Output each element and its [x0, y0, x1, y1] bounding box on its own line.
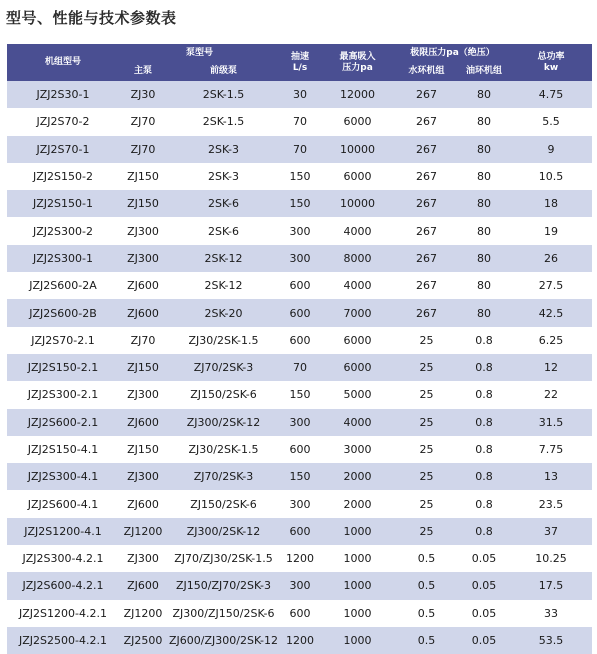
cell-water-ring: 25 — [395, 409, 458, 436]
table-row — [7, 108, 592, 135]
cell-speed: 1200 — [280, 627, 320, 654]
cell-fore-pump: ZJ30/2SK-1.5 — [167, 327, 280, 354]
cell-oil-ring: 80 — [458, 190, 510, 217]
cell-model: JZJ2S150-2.1 — [7, 354, 119, 381]
cell-power: 18 — [510, 190, 592, 217]
cell-speed: 150 — [280, 463, 320, 490]
header-power — [510, 44, 592, 81]
cell-speed: 600 — [280, 436, 320, 463]
table-row — [7, 463, 592, 490]
cell-fore-pump: ZJ150/2SK-6 — [167, 490, 280, 517]
cell-power: 13 — [510, 463, 592, 490]
cell-model: JZJ2S30-1 — [7, 81, 119, 108]
cell-oil-ring: 0.05 — [458, 627, 510, 654]
cell-model: JZJ2S70-1 — [7, 136, 119, 163]
cell-power: 33 — [510, 600, 592, 627]
table-row — [7, 490, 592, 517]
table-row — [7, 136, 592, 163]
cell-power: 27.5 — [510, 272, 592, 299]
cell-fore-pump: 2SK-1.5 — [167, 81, 280, 108]
cell-oil-ring: 0.05 — [458, 572, 510, 599]
header-main-pump: 主泵 — [119, 62, 167, 81]
cell-main-pump: ZJ150 — [119, 354, 167, 381]
cell-water-ring: 25 — [395, 436, 458, 463]
table-row — [7, 600, 592, 627]
cell-inlet-pressure: 4000 — [320, 272, 395, 299]
cell-model: JZJ2S300-1 — [7, 245, 119, 272]
table-row — [7, 272, 592, 299]
cell-water-ring: 0.5 — [395, 545, 458, 572]
header-speed — [280, 44, 320, 81]
cell-main-pump: ZJ300 — [119, 217, 167, 244]
cell-model: JZJ2S70-2 — [7, 108, 119, 135]
cell-power: 37 — [510, 518, 592, 545]
cell-main-pump: ZJ1200 — [119, 600, 167, 627]
cell-water-ring: 0.5 — [395, 572, 458, 599]
cell-fore-pump: ZJ300/ZJ150/2SK-6 — [167, 600, 280, 627]
cell-fore-pump: ZJ70/ZJ30/2SK-1.5 — [167, 545, 280, 572]
cell-main-pump: ZJ150 — [119, 190, 167, 217]
table-row — [7, 217, 592, 244]
cell-power: 4.75 — [510, 81, 592, 108]
table-row — [7, 354, 592, 381]
cell-model: JZJ2S300-2.1 — [7, 381, 119, 408]
cell-power: 6.25 — [510, 327, 592, 354]
header-speed-label: 抽速 — [291, 51, 310, 62]
cell-speed: 70 — [280, 354, 320, 381]
cell-main-pump: ZJ150 — [119, 436, 167, 463]
table-row — [7, 299, 592, 326]
cell-model: JZJ2S150-4.1 — [7, 436, 119, 463]
cell-oil-ring: 0.8 — [458, 354, 510, 381]
cell-fore-pump: 2SK-6 — [167, 190, 280, 217]
header-oil-ring: 油环机组 — [458, 62, 510, 81]
cell-water-ring: 25 — [395, 381, 458, 408]
cell-model: JZJ2S600-2A — [7, 272, 119, 299]
cell-main-pump: ZJ150 — [119, 163, 167, 190]
header-model: 机组型号 — [7, 44, 119, 81]
cell-speed: 300 — [280, 409, 320, 436]
cell-power: 23.5 — [510, 490, 592, 517]
cell-fore-pump: ZJ70/2SK-3 — [167, 354, 280, 381]
table-row — [7, 81, 592, 108]
header-inlet-label: 最高吸入 — [339, 51, 376, 62]
cell-oil-ring: 0.8 — [458, 409, 510, 436]
cell-model: JZJ2S150-2 — [7, 163, 119, 190]
cell-model: JZJ2S600-4.1 — [7, 490, 119, 517]
cell-inlet-pressure: 6000 — [320, 108, 395, 135]
page-title: 型号、性能与技术参数表 — [6, 9, 177, 27]
cell-fore-pump: 2SK-20 — [167, 299, 280, 326]
cell-main-pump: ZJ600 — [119, 572, 167, 599]
cell-oil-ring: 80 — [458, 299, 510, 326]
cell-main-pump: ZJ300 — [119, 381, 167, 408]
cell-water-ring: 25 — [395, 327, 458, 354]
table-row — [7, 409, 592, 436]
cell-inlet-pressure: 10000 — [320, 136, 395, 163]
cell-fore-pump: ZJ600/ZJ300/2SK-12 — [167, 627, 280, 654]
cell-power: 9 — [510, 136, 592, 163]
cell-oil-ring: 0.8 — [458, 436, 510, 463]
cell-speed: 600 — [280, 518, 320, 545]
table-row — [7, 190, 592, 217]
cell-model: JZJ2S150-1 — [7, 190, 119, 217]
cell-inlet-pressure: 1000 — [320, 600, 395, 627]
cell-water-ring: 25 — [395, 490, 458, 517]
cell-water-ring: 25 — [395, 354, 458, 381]
cell-model: JZJ2S600-2.1 — [7, 409, 119, 436]
cell-model: JZJ2S70-2.1 — [7, 327, 119, 354]
cell-speed: 30 — [280, 81, 320, 108]
cell-model: JZJ2S2500-4.2.1 — [7, 627, 119, 654]
cell-fore-pump: 2SK-3 — [167, 163, 280, 190]
cell-fore-pump: 2SK-6 — [167, 217, 280, 244]
header-inlet-pressure — [320, 44, 395, 81]
cell-fore-pump: 2SK-12 — [167, 272, 280, 299]
cell-fore-pump: ZJ300/2SK-12 — [167, 518, 280, 545]
cell-fore-pump: ZJ300/2SK-12 — [167, 409, 280, 436]
cell-inlet-pressure: 12000 — [320, 81, 395, 108]
table-row — [7, 518, 592, 545]
cell-speed: 150 — [280, 163, 320, 190]
header-ultimate-pressure: 极限压力pa（绝压） — [395, 44, 510, 62]
cell-power: 22 — [510, 381, 592, 408]
cell-inlet-pressure: 1000 — [320, 518, 395, 545]
table-row — [7, 381, 592, 408]
cell-water-ring: 267 — [395, 190, 458, 217]
cell-speed: 300 — [280, 245, 320, 272]
cell-speed: 600 — [280, 600, 320, 627]
cell-main-pump: ZJ1200 — [119, 518, 167, 545]
cell-power: 10.25 — [510, 545, 592, 572]
cell-fore-pump: 2SK-12 — [167, 245, 280, 272]
cell-main-pump: ZJ600 — [119, 409, 167, 436]
cell-water-ring: 267 — [395, 81, 458, 108]
cell-power: 42.5 — [510, 299, 592, 326]
cell-fore-pump: ZJ150/ZJ70/2SK-3 — [167, 572, 280, 599]
cell-main-pump: ZJ30 — [119, 81, 167, 108]
cell-power: 26 — [510, 245, 592, 272]
cell-water-ring: 267 — [395, 163, 458, 190]
cell-water-ring: 267 — [395, 272, 458, 299]
cell-main-pump: ZJ300 — [119, 245, 167, 272]
cell-speed: 300 — [280, 490, 320, 517]
cell-inlet-pressure: 8000 — [320, 245, 395, 272]
table-body — [7, 81, 592, 654]
cell-oil-ring: 0.8 — [458, 490, 510, 517]
cell-power: 12 — [510, 354, 592, 381]
cell-oil-ring: 80 — [458, 108, 510, 135]
table-row — [7, 163, 592, 190]
cell-oil-ring: 80 — [458, 163, 510, 190]
cell-fore-pump: ZJ150/2SK-6 — [167, 381, 280, 408]
cell-model: JZJ2S1200-4.1 — [7, 518, 119, 545]
header-inlet-unit: 压力pa — [342, 62, 373, 73]
table-row — [7, 245, 592, 272]
cell-speed: 600 — [280, 327, 320, 354]
header-power-unit: kw — [543, 62, 559, 73]
cell-oil-ring: 80 — [458, 217, 510, 244]
cell-inlet-pressure: 6000 — [320, 354, 395, 381]
cell-power: 53.5 — [510, 627, 592, 654]
cell-model: JZJ2S300-2 — [7, 217, 119, 244]
cell-speed: 600 — [280, 299, 320, 326]
cell-inlet-pressure: 6000 — [320, 327, 395, 354]
cell-oil-ring: 0.8 — [458, 518, 510, 545]
cell-fore-pump: 2SK-3 — [167, 136, 280, 163]
cell-inlet-pressure: 5000 — [320, 381, 395, 408]
cell-power: 10.5 — [510, 163, 592, 190]
table-header — [7, 44, 592, 81]
cell-water-ring: 267 — [395, 245, 458, 272]
cell-inlet-pressure: 4000 — [320, 217, 395, 244]
cell-water-ring: 267 — [395, 136, 458, 163]
cell-inlet-pressure: 2000 — [320, 463, 395, 490]
cell-oil-ring: 0.8 — [458, 381, 510, 408]
cell-inlet-pressure: 1000 — [320, 545, 395, 572]
cell-main-pump: ZJ300 — [119, 545, 167, 572]
header-water-ring: 水环机组 — [395, 62, 458, 81]
cell-model: JZJ2S1200-4.2.1 — [7, 600, 119, 627]
cell-water-ring: 267 — [395, 217, 458, 244]
cell-main-pump: ZJ600 — [119, 490, 167, 517]
cell-main-pump: ZJ70 — [119, 108, 167, 135]
cell-oil-ring: 0.05 — [458, 600, 510, 627]
cell-water-ring: 267 — [395, 108, 458, 135]
cell-main-pump: ZJ70 — [119, 136, 167, 163]
cell-speed: 300 — [280, 572, 320, 599]
cell-model: JZJ2S300-4.1 — [7, 463, 119, 490]
cell-main-pump: ZJ2500 — [119, 627, 167, 654]
cell-inlet-pressure: 7000 — [320, 299, 395, 326]
cell-model: JZJ2S300-4.2.1 — [7, 545, 119, 572]
cell-main-pump: ZJ600 — [119, 272, 167, 299]
cell-main-pump: ZJ70 — [119, 327, 167, 354]
cell-model: JZJ2S600-2B — [7, 299, 119, 326]
cell-fore-pump: ZJ30/2SK-1.5 — [167, 436, 280, 463]
cell-speed: 300 — [280, 217, 320, 244]
cell-oil-ring: 80 — [458, 136, 510, 163]
cell-inlet-pressure: 6000 — [320, 163, 395, 190]
header-fore-pump: 前级泵 — [167, 62, 280, 81]
header-speed-unit: L/s — [292, 62, 308, 73]
cell-power: 7.75 — [510, 436, 592, 463]
cell-water-ring: 0.5 — [395, 600, 458, 627]
cell-speed: 600 — [280, 272, 320, 299]
cell-main-pump: ZJ300 — [119, 463, 167, 490]
cell-oil-ring: 0.05 — [458, 545, 510, 572]
cell-oil-ring: 0.8 — [458, 463, 510, 490]
cell-speed: 70 — [280, 108, 320, 135]
cell-water-ring: 25 — [395, 463, 458, 490]
table-row — [7, 327, 592, 354]
cell-model: JZJ2S600-4.2.1 — [7, 572, 119, 599]
cell-speed: 1200 — [280, 545, 320, 572]
cell-inlet-pressure: 2000 — [320, 490, 395, 517]
cell-fore-pump: ZJ70/2SK-3 — [167, 463, 280, 490]
cell-speed: 150 — [280, 381, 320, 408]
cell-inlet-pressure: 1000 — [320, 572, 395, 599]
cell-oil-ring: 80 — [458, 245, 510, 272]
cell-power: 31.5 — [510, 409, 592, 436]
cell-speed: 150 — [280, 190, 320, 217]
cell-inlet-pressure: 1000 — [320, 627, 395, 654]
cell-power: 5.5 — [510, 108, 592, 135]
cell-water-ring: 0.5 — [395, 627, 458, 654]
cell-oil-ring: 80 — [458, 81, 510, 108]
cell-inlet-pressure: 3000 — [320, 436, 395, 463]
header-pump-type: 泵型号 — [119, 44, 280, 62]
table-row — [7, 627, 592, 654]
cell-inlet-pressure: 10000 — [320, 190, 395, 217]
table-row — [7, 572, 592, 599]
cell-power: 17.5 — [510, 572, 592, 599]
cell-oil-ring: 80 — [458, 272, 510, 299]
cell-main-pump: ZJ600 — [119, 299, 167, 326]
cell-fore-pump: 2SK-1.5 — [167, 108, 280, 135]
table-row — [7, 545, 592, 572]
cell-speed: 70 — [280, 136, 320, 163]
cell-power: 19 — [510, 217, 592, 244]
spec-table — [7, 44, 592, 654]
cell-oil-ring: 0.8 — [458, 327, 510, 354]
header-power-label: 总功率 — [537, 51, 565, 62]
cell-inlet-pressure: 4000 — [320, 409, 395, 436]
cell-water-ring: 267 — [395, 299, 458, 326]
cell-water-ring: 25 — [395, 518, 458, 545]
table-row — [7, 436, 592, 463]
